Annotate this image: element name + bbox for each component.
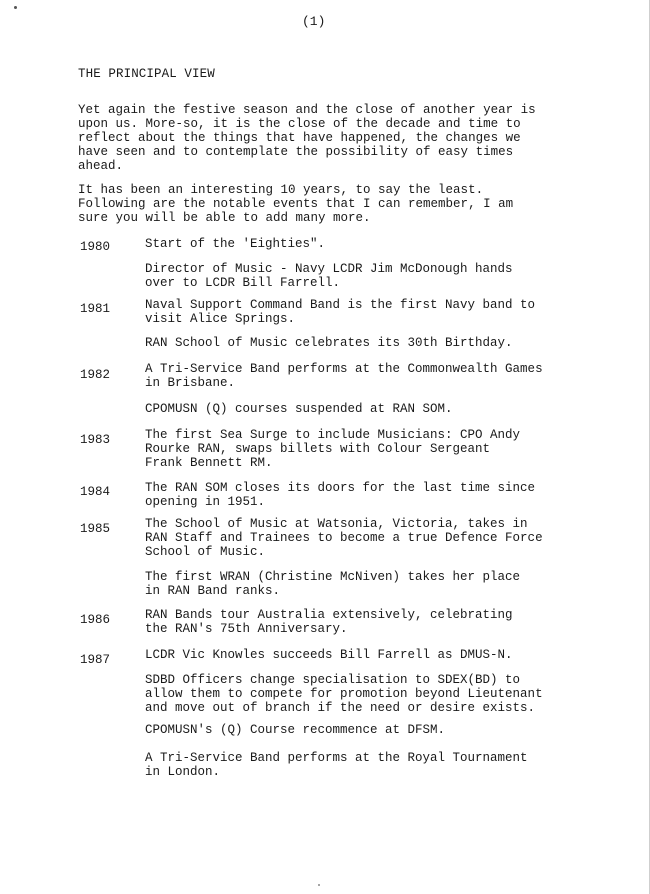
event-text: The first WRAN (Christine McNiven) takes her place in RAN Band ranks. [145, 570, 521, 598]
year-label: 1984 [80, 485, 111, 499]
year-label: 1987 [80, 653, 111, 667]
year-label: 1986 [80, 613, 111, 627]
event-text: Start of the 'Eighties". [145, 237, 326, 251]
year-label: 1981 [80, 302, 111, 316]
scan-speck [318, 884, 320, 886]
year-label: 1980 [80, 240, 111, 254]
year-label: 1982 [80, 368, 111, 382]
year-label: 1983 [80, 433, 111, 447]
event-text: The first Sea Surge to include Musicians: CPO Andy Rourke RAN, swaps billets with Colour Sergeant Frank Bennett RM. [145, 428, 521, 470]
scan-speck [14, 6, 17, 9]
event-text: The RAN SOM closes its doors for the last time since opening in 1951. [145, 481, 536, 509]
event-text: Naval Support Command Band is the first Navy band to visit Alice Springs. [145, 298, 536, 326]
event-text: RAN School of Music celebrates its 30th Birthday. [145, 336, 513, 350]
event-text: The School of Music at Watsonia, Victoria, takes in RAN Staff and Trainees to become a true Defence Force School of Music. [145, 517, 543, 559]
event-text: SDBD Officers change specialisation to SDEX(BD) to allow them to compete for promotion beyond Lieutenant and move out of branch if the need or desire exists. [145, 673, 543, 715]
page-number: (1) [302, 14, 326, 29]
event-text: RAN Bands tour Australia extensively, celebrating the RAN's 75th Anniversary. [145, 608, 513, 636]
year-label: 1985 [80, 522, 111, 536]
event-text: A Tri-Service Band performs at the Royal Tournament in London. [145, 751, 528, 779]
event-text: CPOMUSN (Q) courses suspended at RAN SOM. [145, 402, 453, 416]
intro-paragraph: Yet again the festive season and the close of another year is upon us. More-so, it is the close of the decade and time to reflect about the things that have happened, the changes we have seen and to contemplate the possibility of easy times ahead. [78, 103, 536, 173]
event-text: Director of Music - Navy LCDR Jim McDonough hands over to LCDR Bill Farrell. [145, 262, 513, 290]
event-text: LCDR Vic Knowles succeeds Bill Farrell as DMUS-N. [145, 648, 513, 662]
page-title: THE PRINCIPAL VIEW [78, 67, 215, 81]
event-text: CPOMUSN's (Q) Course recommence at DFSM. [145, 723, 446, 737]
intro-paragraph: It has been an interesting 10 years, to say the least. Following are the notable events that I can remember, I am sure you will be able to add many more. [78, 183, 514, 225]
event-text: A Tri-Service Band performs at the Commonwealth Games in Brisbane. [145, 362, 543, 390]
